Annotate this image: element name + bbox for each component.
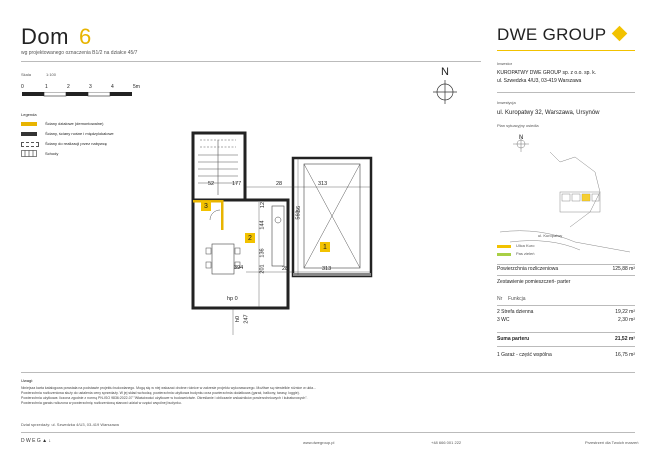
brand-diamond-icon — [612, 26, 628, 42]
page-subtitle: wg projektowanego oznaczenia B1/2 na działce 45/7 — [21, 50, 138, 56]
location-address: ul. Kuropatwy 32, Warszawa, Ursynów — [497, 110, 600, 116]
footer-phone[interactable]: +48 666 001 222 — [431, 440, 462, 445]
north-label: N — [441, 66, 449, 78]
page-title — [21, 24, 92, 50]
legend-title: Legenda — [21, 112, 37, 117]
floor-plan — [180, 120, 380, 340]
house-number: 6 — [78, 24, 92, 49]
north-arrow-icon — [433, 80, 457, 104]
location-label: Inwestycja — [497, 100, 516, 105]
footer-brand: D W E G ▲ ↓ — [21, 438, 51, 444]
investor-label: Inwestor — [497, 61, 513, 66]
room-number-1: 1 — [320, 242, 330, 252]
scale-label: Skala — [21, 72, 32, 77]
notes-body: Niniejsza karta katalogowa powstała na podstawie projektu budowlanego. Mogą się w niej wskazać drobne różnice w zakresie projektu wykonawczego. Możliwe są niewielkie różnice w ukła... Powierzchnia rozliczeniowa służy do ustalenia ceny sprzedaży. W jej skład wchodzą: powierzchnia użytkowa budynku oraz powierzchnia dodatkowa (garaż, balkony, tarasy, loggie). Powierzchnia użytkowa: liczona zgodnie z normą PN-ISO 9836:2022-07 "Właściwości użytkowe w budownictwie. Określanie i obliczanie wskaźników powierzchniowych i kubaturowych". Powierzchnia garażu wliczona w powierzchnię rozliczeniową stanowi udział w części wspólnej budynku. — [21, 386, 316, 405]
garage-row: 1 Garaż - część wspólna 16,75 m² — [497, 352, 635, 358]
room-number-2: 2 — [245, 233, 255, 243]
legend-swatch-buyer — [21, 142, 39, 147]
legend-stairs-icon — [21, 150, 37, 157]
investor-line1: KUROPATWY DWE GROUP sp. z o.o. sp. k. — [497, 70, 597, 76]
map-legend-road-swatch — [497, 245, 511, 248]
scale-value: 1:100 — [46, 72, 57, 77]
notes-title: Uwagi: — [21, 378, 34, 383]
legend-swatch-partition — [21, 122, 37, 126]
plan-label: Plan sytuacyjny osiedla — [497, 123, 539, 128]
sales-office: Dział sprzedaży: ul. Szwedzka 4/U3, 03-419 Warszawa — [21, 422, 119, 427]
brand-logo: DWE GROUP — [497, 25, 607, 44]
footer-slogan: Przestrzeń dla Twoich marzeń — [585, 440, 639, 445]
rooms-heading: Zestawienie pomieszczeń- parter — [497, 279, 571, 285]
investor-line2: ul. Szwedzka 4/U3, 03-419 Warszawa — [497, 78, 582, 84]
footer-url[interactable]: www.dwegroup.pl — [303, 440, 335, 445]
total-row: Suma parteru 21,52 m² — [497, 336, 635, 342]
title-text: Dom — [21, 24, 69, 49]
room-number-3: 3 — [201, 201, 211, 211]
site-map — [500, 132, 635, 260]
area-row: Powierzchnia rozliczeniowa 125,88 m² — [497, 266, 635, 272]
map-legend-green-swatch — [497, 253, 511, 256]
legend-swatch-bearing — [21, 132, 37, 136]
map-street-label: ul. Kuropatwy — [538, 233, 563, 238]
room-row: 2 Strefa dzienna 19,22 m² — [497, 309, 635, 315]
map-north-label: N — [519, 135, 524, 141]
room-row: 3 WC 2,30 m² — [497, 317, 635, 323]
